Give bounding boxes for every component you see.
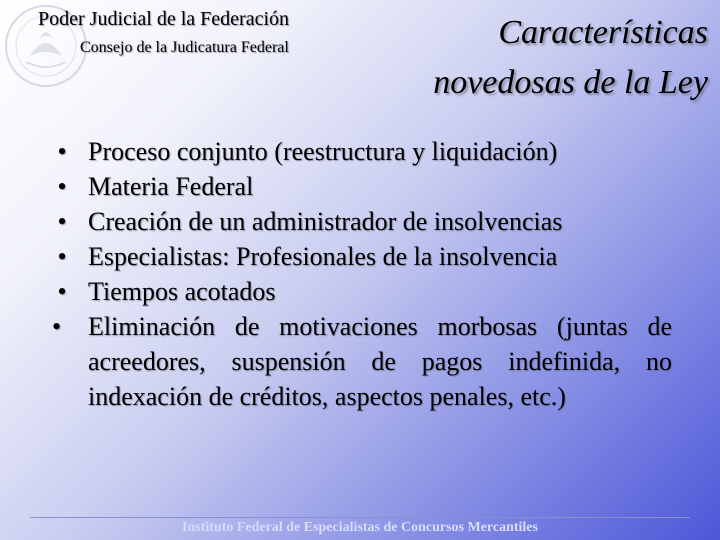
- bullet-marker: •: [57, 137, 67, 166]
- bullet-item: [52, 239, 672, 274]
- bullet-item: [52, 169, 672, 204]
- sub-organization-name: Consejo de la Judicatura Federal: [80, 39, 289, 56]
- footer-text: Instituto Federal de Especialistas de Concursos Mercantiles: [182, 520, 538, 535]
- bullet-item: [52, 204, 672, 239]
- bullet-list: [52, 134, 672, 414]
- bullet-text: Materia Federal: [88, 172, 254, 201]
- bullet-text: Eliminación de motivaciones morbosas (juntas de acreedores, suspensión de pagos indefinida, no indexación de créditos, aspectos penales, etc.): [88, 312, 672, 411]
- bullet-text: Proceso conjunto (reestructura y liquidación): [88, 137, 558, 166]
- bullet-text: Especialistas: Profesionales de la insolvencia: [88, 242, 558, 271]
- bullet-item: [52, 134, 672, 169]
- title-line-2: novedosas de la Ley: [433, 64, 708, 101]
- bullet-text: Creación de un administrador de insolvencias: [88, 207, 563, 236]
- slide-title: [433, 8, 708, 108]
- footer-divider: [30, 517, 690, 518]
- bullet-marker: •: [52, 312, 62, 341]
- bullet-marker: •: [57, 242, 67, 271]
- bullet-marker: •: [57, 277, 67, 306]
- bullet-item: [52, 274, 672, 309]
- bullet-item: [52, 309, 672, 414]
- bullet-marker: •: [57, 207, 67, 236]
- bullet-text: Tiempos acotados: [88, 277, 276, 306]
- organization-name: Poder Judicial de la Federación: [38, 8, 290, 30]
- bullet-marker: •: [57, 172, 67, 201]
- title-line-1: Características: [498, 14, 708, 51]
